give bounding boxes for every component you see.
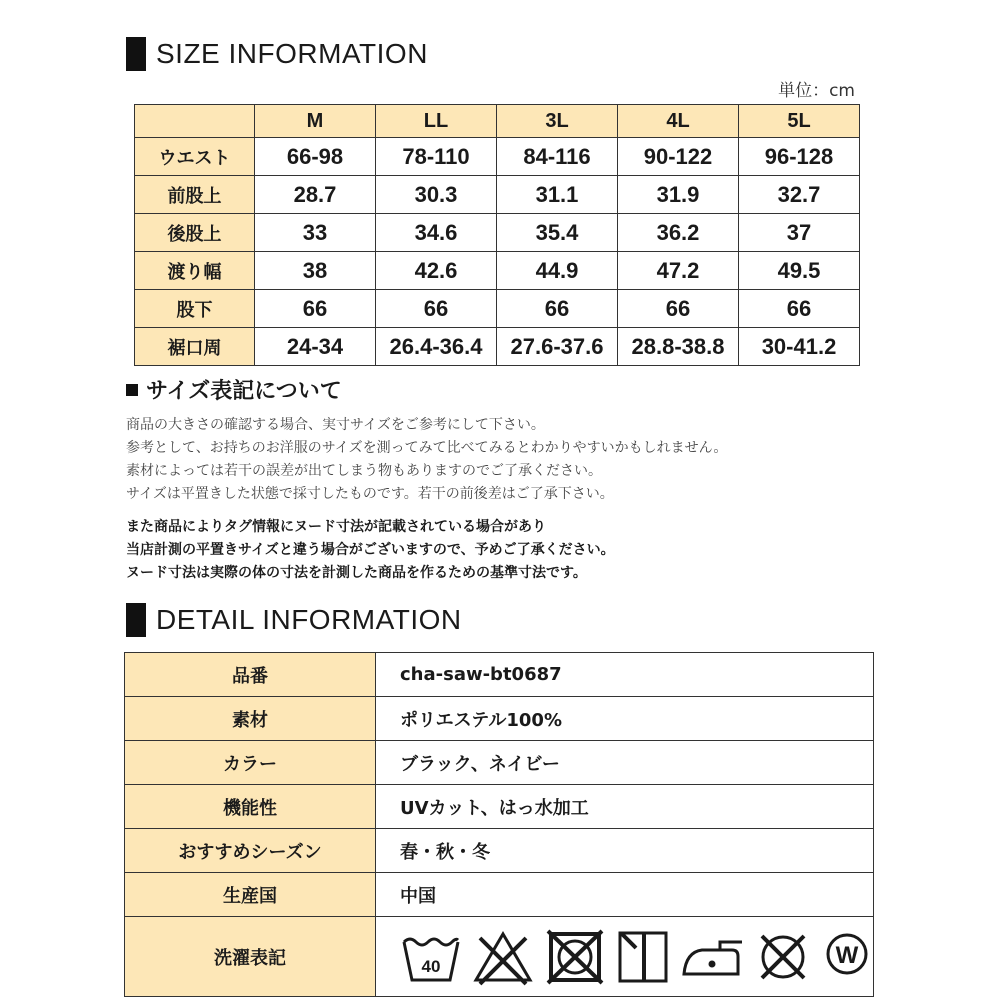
- table-cell: 34.6: [376, 214, 497, 252]
- no-bleach-icon: [472, 928, 534, 986]
- table-row: [135, 214, 860, 252]
- size-section-header: [126, 36, 428, 72]
- table-cell: 49.5: [739, 252, 860, 290]
- detail-section-title: DETAIL INFORMATION: [156, 604, 462, 635]
- table-cell: 32.7: [739, 176, 860, 214]
- no-tumble-dry-icon: [544, 928, 606, 986]
- table-cell: 90-122: [618, 138, 739, 176]
- row-label-waist: ウエスト: [135, 138, 255, 176]
- row-label-back-rise: 後股上: [135, 214, 255, 252]
- detail-label: 品番: [125, 653, 376, 697]
- note-bold-line: また商品によりタグ情報にヌード寸法が記載されている場合があり: [126, 519, 546, 535]
- table-cell: 30.3: [376, 176, 497, 214]
- detail-label: おすすめシーズン: [125, 829, 376, 873]
- detail-row-washing: [125, 917, 874, 997]
- table-cell: 44.9: [497, 252, 618, 290]
- size-section-title: SIZE INFORMATION: [156, 38, 428, 69]
- size-col-3l: 3L: [497, 105, 618, 138]
- note-line: 素材によっては若干の誤差が出てしまう物もありますのでご了承ください。: [126, 463, 602, 479]
- detail-row-season: [125, 829, 874, 873]
- wet-clean-icon: [822, 928, 872, 986]
- note-line: 参考として、お持ちのお洋服のサイズを測ってみて比べてみるとわかりやすいかもしれません。: [126, 440, 728, 456]
- table-cell: 24-34: [255, 328, 376, 366]
- table-cell: 42.6: [376, 252, 497, 290]
- detail-table: [124, 652, 874, 997]
- detail-label: 素材: [125, 697, 376, 741]
- row-label-thigh-width: 渡り幅: [135, 252, 255, 290]
- size-table: [134, 104, 860, 366]
- table-cell: 66: [618, 290, 739, 328]
- size-note-text: [126, 414, 886, 506]
- table-cell: 35.4: [497, 214, 618, 252]
- table-cell: 66: [255, 290, 376, 328]
- size-note-heading: [126, 374, 342, 405]
- table-cell: 66: [739, 290, 860, 328]
- size-note-bold-text: [126, 516, 886, 585]
- table-cell: 31.9: [618, 176, 739, 214]
- table-cell: 27.6-37.6: [497, 328, 618, 366]
- table-cell: 66: [497, 290, 618, 328]
- detail-value: cha-saw-bt0687: [376, 653, 874, 697]
- detail-value: ポリエステル100%: [376, 697, 874, 741]
- table-row: [135, 290, 860, 328]
- detail-row-origin: [125, 873, 874, 917]
- note-line: 商品の大きさの確認する場合、実寸サイズをご参考にして下さい。: [126, 417, 545, 433]
- size-col-ll: LL: [376, 105, 497, 138]
- size-col-m: M: [255, 105, 376, 138]
- detail-section-header: [126, 602, 462, 638]
- detail-label: カラー: [125, 741, 376, 785]
- table-cell: 33: [255, 214, 376, 252]
- row-label-inseam: 股下: [135, 290, 255, 328]
- unit-note: 単位：cm: [778, 81, 855, 101]
- detail-label: 機能性: [125, 785, 376, 829]
- table-row: [135, 138, 860, 176]
- table-cell: 38: [255, 252, 376, 290]
- note-bold-line: ヌード寸法は実際の体の寸法を計測した商品を作るための基準寸法です。: [126, 565, 587, 581]
- detail-value: ブラック、ネイビー: [376, 741, 874, 785]
- section-bar: [126, 603, 146, 637]
- size-col-5l: 5L: [739, 105, 860, 138]
- table-cell: 96-128: [739, 138, 860, 176]
- detail-row-item-number: [125, 653, 874, 697]
- line-dry-shade-icon: [616, 928, 670, 986]
- note-bold-line: 当店計測の平置きサイズと違う場合がございますので、予めご了承ください。: [126, 542, 615, 558]
- wash-icons: [400, 928, 873, 986]
- detail-label: 生産国: [125, 873, 376, 917]
- note-line: サイズは平置きした状態で採寸したものです。若干の前後差はご了承下さい。: [126, 486, 614, 502]
- wet-clean-letter: W: [835, 941, 859, 969]
- table-row: [135, 176, 860, 214]
- detail-row-function: [125, 785, 874, 829]
- table-cell: 78-110: [376, 138, 497, 176]
- table-cell: 66-98: [255, 138, 376, 176]
- table-cell: 37: [739, 214, 860, 252]
- table-cell: 28.8-38.8: [618, 328, 739, 366]
- detail-label: 洗濯表記: [125, 917, 376, 997]
- wash-icons-cell: [376, 917, 874, 997]
- row-label-hem: 裾口周: [135, 328, 255, 366]
- table-cell: 28.7: [255, 176, 376, 214]
- table-corner: [135, 105, 255, 138]
- table-cell: 26.4-36.4: [376, 328, 497, 366]
- table-cell: 31.1: [497, 176, 618, 214]
- table-row: [135, 252, 860, 290]
- size-note-heading-text: サイズ表記について: [146, 379, 342, 404]
- section-bar: [126, 37, 146, 71]
- table-row: [135, 328, 860, 366]
- no-dry-clean-icon: [754, 928, 812, 986]
- table-cell: 47.2: [618, 252, 739, 290]
- row-label-front-rise: 前股上: [135, 176, 255, 214]
- table-cell: 84-116: [497, 138, 618, 176]
- detail-row-color: [125, 741, 874, 785]
- size-header-row: [135, 105, 860, 138]
- detail-row-material: [125, 697, 874, 741]
- size-col-4l: 4L: [618, 105, 739, 138]
- detail-value: 中国: [376, 873, 874, 917]
- detail-value: 春・秋・冬: [376, 829, 874, 873]
- table-cell: 30-41.2: [739, 328, 860, 366]
- table-cell: 66: [376, 290, 497, 328]
- detail-value: UVカット、はっ水加工: [376, 785, 874, 829]
- square-bullet-icon: [126, 384, 138, 396]
- wash-temp-label: 40: [421, 956, 441, 976]
- iron-low-icon: [680, 928, 744, 986]
- table-cell: 36.2: [618, 214, 739, 252]
- wash-40-icon: [400, 928, 462, 986]
